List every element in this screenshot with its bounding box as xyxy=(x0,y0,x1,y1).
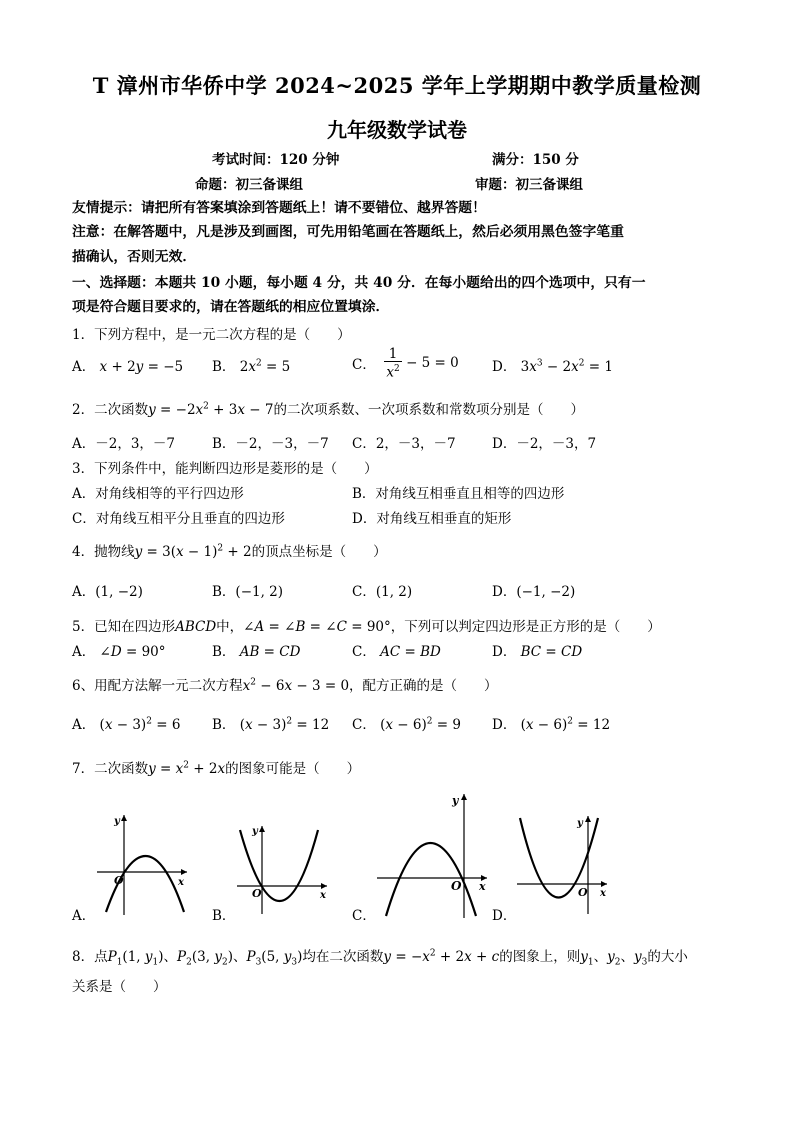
svg-text:x: x xyxy=(600,888,606,899)
q5-option-b: B． AB = CD xyxy=(212,644,301,660)
q2-option-c: C．2，－3，－7 xyxy=(352,436,456,452)
svg-text:y: y xyxy=(252,826,258,837)
q7-label-c: C． xyxy=(352,908,376,924)
question-8: 8．点$P_1(1$, $y_1$)、$P_2(3$, $y_2$)、$P_3(5$, $y_3$)均在二次函数$y = -x^2 + 2x + c$的图象上，则$y_1$、$y_2$、$y_3$的大小 xyxy=(72,948,688,968)
question-2: 2．二次函数$y = -2x^2 + 3x - 7$的二次项系数、一次项系数和常数项分别是（ ） xyxy=(72,401,584,418)
q1-option-a: A． x + 2y = −5 xyxy=(72,359,184,375)
question-6: 6、用配方法解一元二次方程$x^2 - 6x - 3 = 0$，配方正确的是（ ） xyxy=(72,677,498,694)
q3-option-c: C．对角线互相平分且垂直的四边形 xyxy=(72,511,285,527)
svg-text:y: y xyxy=(577,818,583,829)
attention-line-2: 描确认，否则无效． xyxy=(72,249,197,265)
svg-text:x: x xyxy=(320,890,326,901)
svg-text:x: x xyxy=(479,880,486,893)
svg-text:y: y xyxy=(452,794,459,807)
q6-option-d: D． $(x - 6)^2 = 12$ xyxy=(492,716,611,733)
question-4: 4．抛物线$y = 3(x - 1)^2 + 2$的顶点坐标是（ ） xyxy=(72,543,387,560)
q7-graph-b xyxy=(232,822,332,917)
q3-option-b: B．对角线互相垂直且相等的四边形 xyxy=(352,486,565,502)
q4-option-b: B．(−1, 2) xyxy=(212,584,284,600)
question-3: 3．下列条件中，能判断四边形是菱形的是（ ） xyxy=(72,461,378,477)
question-1: 1．下列方程中，是一元二次方程的是（ ） xyxy=(72,327,351,343)
q6-option-b: B． $(x - 3)^2 = 12$ xyxy=(212,716,330,733)
q3-option-a: A．对角线相等的平行四边形 xyxy=(72,486,244,502)
q4-option-a: A．(1, −2) xyxy=(72,584,143,600)
q2-option-d: D．－2，－3，7 xyxy=(492,436,597,452)
friendly-tip: 友情提示：请把所有答案填涂到答题纸上！请不要错位、越界答题！ xyxy=(72,200,486,216)
svg-text:y: y xyxy=(114,816,120,827)
q1-option-d: D． $3x^3 - 2x^2 = 1$ xyxy=(492,358,613,375)
q7-graph-a xyxy=(92,810,192,920)
q4-option-d: D．(−1, −2) xyxy=(492,584,576,600)
question-5: 5．已知在四边形ABCD中，∠A = ∠B = ∠C = 90°，下列可以判定四边形是正方形的是（ ） xyxy=(72,619,661,635)
exam-author: 命题：初三备课组 xyxy=(195,177,303,193)
q7-label-a: A． xyxy=(72,908,96,924)
section1-line-1: 一、选择题：本题共 10 小题，每小题 4 分，共 40 分．在每小题给出的四个选项中，只有一 xyxy=(72,275,646,291)
q1-option-c: C． 1 $x^2 - 5 = 0$ xyxy=(352,346,459,381)
svg-text:O: O xyxy=(114,874,124,887)
q4-option-c: C．(1, 2) xyxy=(352,584,413,600)
question-8-cont: 关系是（ ） xyxy=(72,979,167,995)
exam-reviewer: 审题：初三备课组 xyxy=(475,177,583,193)
q5-option-a: A． ∠D = 90° xyxy=(72,644,166,660)
q5-option-c: C． AC = BD xyxy=(352,644,441,660)
svg-text:O: O xyxy=(578,886,588,899)
q2-option-a: A．－2，3，－7 xyxy=(72,436,176,452)
exam-score: 满分：150 分 xyxy=(492,152,579,168)
attention-line-1: 注意：在解答题中，凡是涉及到画图，可先用铅笔画在答题纸上，然后必须用黑色签字笔重 xyxy=(72,224,624,240)
q7-label-d: D． xyxy=(492,908,517,924)
section1-line-2: 项是符合题目要求的，请在答题纸的相应位置填涂． xyxy=(72,299,390,315)
q3-option-d: D．对角线互相垂直的矩形 xyxy=(352,511,512,527)
q5-option-d: D． BC = CD xyxy=(492,644,583,660)
question-7: 7．二次函数$y = x^2 + 2x$的图象可能是（ ） xyxy=(72,760,361,777)
svg-text:O: O xyxy=(451,879,462,893)
svg-text:O: O xyxy=(252,887,262,900)
q6-option-c: C． $(x - 6)^2 = 9$ xyxy=(352,716,461,733)
q1-option-b: B． $2x^2 = 5$ xyxy=(212,358,291,375)
exam-title: T 漳州市华侨中学 2024~2025 学年上学期期中教学质量检测 xyxy=(92,73,702,98)
svg-text:x: x xyxy=(178,877,184,888)
q7-label-b: B． xyxy=(212,908,236,924)
q6-option-a: A． $(x - 3)^2 = 6$ xyxy=(72,716,181,733)
q7-graph-d xyxy=(512,812,612,917)
q7-graph-c xyxy=(372,790,492,920)
q2-option-b: B．－2，－3，－7 xyxy=(212,436,329,452)
exam-subtitle: 九年级数学试卷 xyxy=(327,118,467,142)
exam-time: 考试时间：120 分钟 xyxy=(212,152,340,168)
